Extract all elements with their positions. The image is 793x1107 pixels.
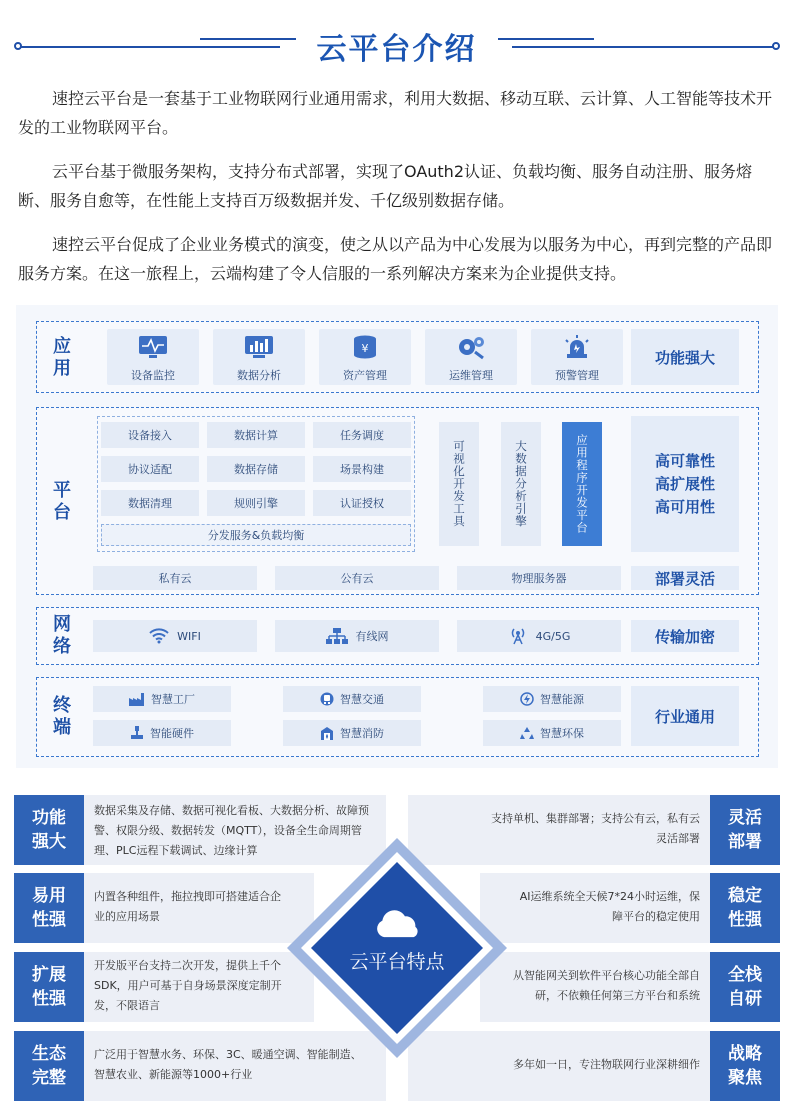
feature-tag-line: 性强 (728, 910, 762, 930)
feature-tag (710, 1031, 780, 1101)
platform-cell: 数据存储 (207, 456, 305, 482)
network-item-wifi (93, 620, 257, 652)
platform-deploy-side-label: 部署灵活 (631, 566, 739, 590)
terminal-item-label: 智能硬件 (150, 727, 194, 740)
fire-station-icon (320, 726, 334, 740)
terminal-item-smart-hardware (93, 720, 231, 746)
terminal-item-smart-factory (93, 686, 231, 712)
network-layer-name: 网络 (53, 614, 71, 657)
feature-text: 从智能网关到软件平台核心功能全部自研，不依赖任何第三方平台和系统 (513, 969, 700, 1002)
feature-tag-line: 自研 (728, 989, 762, 1009)
platform-layer-name: 平台 (53, 480, 71, 523)
feature-row-left (14, 873, 314, 943)
feature-tag (14, 1031, 84, 1101)
platform-side-line: 高扩展性 (654, 474, 715, 493)
feature-text: 数据采集及存储、数据可视化看板、大数据分析、故障预警、权限分级、数据转发（MQTT），设备全生命周期管理、PLC远程下载调试、边缘计算 (94, 804, 369, 857)
monitor-pulse-icon (137, 334, 169, 360)
terminal-layer (36, 677, 759, 757)
feature-text: 支持单机、集群部署；支持公有云，私有云灵活部署 (491, 812, 700, 845)
network-item-label: 有线网 (355, 630, 389, 643)
network-item-wired (275, 620, 439, 652)
wifi-icon (149, 628, 169, 644)
platform-cell: 数据计算 (207, 422, 305, 448)
platform-cell: 设备接入 (101, 422, 199, 448)
platform-side-line: 高可靠性 (654, 451, 715, 470)
architecture-diagram (16, 305, 778, 768)
feature-tag-line: 性强 (32, 989, 66, 1009)
feature-tag-line: 扩展 (32, 965, 66, 985)
platform-cell: 数据清理 (101, 490, 199, 516)
intro-paragraph-3: 速控云平台促成了企业业务模式的演变，使之从以产品为中心发展为以服务为中心，再到完整的产品即服务方案。在这一旅程上，云端构建了令人信服的一系列解决方案来为企业提供支持。 (18, 235, 773, 283)
feature-tag-line: 强大 (32, 832, 66, 852)
platform-cell: 场景构建 (313, 456, 411, 482)
app-tile-label: 运维管理 (449, 369, 493, 382)
app-tile-device-monitor[interactable] (107, 329, 199, 385)
bar-chart-icon (243, 334, 275, 360)
app-tile-label: 设备监控 (131, 369, 175, 382)
feature-tag-line: 生态 (32, 1044, 66, 1064)
application-layer-name: 应用 (53, 336, 71, 379)
energy-icon (520, 692, 534, 706)
feature-text: 广泛用于智慧水务、环保、3C、暖通空调、智能制造、智慧农业、新能源等1000+行业 (94, 1048, 362, 1081)
platform-cell: 任务调度 (313, 422, 411, 448)
terminal-item-smart-traffic (283, 686, 421, 712)
app-tile-label: 资产管理 (343, 369, 387, 382)
terminal-item-label: 智慧消防 (340, 727, 384, 740)
feature-text: 开发版平台支持二次开发，提供上千个SDK，用户可基于自身场景深度定制开发，不限语言 (94, 959, 282, 1012)
app-tile-data-analysis[interactable] (213, 329, 305, 385)
terminal-item-label: 智慧能源 (540, 693, 584, 706)
platform-layer (36, 407, 759, 595)
terminal-item-smart-energy (483, 686, 621, 712)
feature-tag-line: 性强 (32, 910, 66, 930)
deploy-private-cloud: 私有云 (93, 566, 257, 590)
feature-row-right (480, 873, 780, 943)
network-item-label: WIFI (177, 629, 201, 643)
feature-tag-line: 灵活 (728, 808, 762, 828)
feature-tag (710, 795, 780, 865)
platform-column-visual-dev: 可视化开发工具 (439, 422, 479, 546)
traffic-icon (320, 692, 334, 706)
platform-side-line: 高可用性 (654, 497, 715, 516)
terminal-layer-name: 终端 (53, 695, 71, 738)
feature-text: AI运维系统全天候7*24小时运维，保障平台的稳定使用 (519, 890, 700, 923)
platform-cell: 规则引擎 (207, 490, 305, 516)
feature-tag (14, 873, 84, 943)
app-tile-label: 预警管理 (555, 369, 599, 382)
alarm-light-icon (561, 334, 593, 360)
terminal-item-smart-environment (483, 720, 621, 746)
feature-text: 多年如一日，专注物联网行业深耕细作 (513, 1058, 700, 1071)
app-tile-asset-management[interactable] (319, 329, 411, 385)
wired-network-icon (326, 627, 348, 645)
feature-row-right (480, 952, 780, 1022)
feature-tag (14, 952, 84, 1022)
platform-column-bigdata-engine: 大数据分析引擎 (501, 422, 541, 546)
center-title: 云平台特点 (349, 951, 445, 973)
intro-paragraph-2: 云平台基于微服务架构，支持分布式部署，实现了OAuth2认证、负载均衡、服务自动注册、服务熔断、服务自愈等，在性能上支持百万级数据并发、千亿级别数据存储。 (18, 162, 752, 210)
network-item-label: 4G/5G (535, 629, 571, 643)
terminal-item-label: 智慧工厂 (151, 693, 195, 706)
feature-tag-line: 易用 (32, 886, 66, 906)
platform-side-box (631, 416, 739, 552)
app-tile-alarm-management[interactable] (531, 329, 623, 385)
terminal-item-label: 智慧交通 (340, 693, 384, 706)
feature-tag (710, 873, 780, 943)
page-title: 云平台介绍 (316, 32, 477, 67)
platform-cell: 认证授权 (313, 490, 411, 516)
terminal-item-label: 智慧环保 (540, 727, 584, 740)
antenna-icon (508, 627, 528, 645)
terminal-item-smart-fire (283, 720, 421, 746)
network-layer (36, 607, 759, 665)
svg-text:¥: ¥ (361, 342, 369, 355)
application-layer (36, 321, 759, 393)
feature-tag-line: 功能 (32, 808, 66, 828)
feature-tag (710, 952, 780, 1022)
application-side-label: 功能强大 (631, 329, 739, 385)
network-item-4g5g (457, 620, 621, 652)
feature-tag-line: 部署 (728, 832, 762, 852)
feature-text: 内置各种组件，拖拉拽即可搭建适合企业的应用场景 (94, 890, 281, 923)
deploy-physical-server: 物理服务器 (457, 566, 621, 590)
feature-tag-line: 全栈 (728, 965, 762, 985)
factory-icon (129, 692, 145, 706)
network-side-label: 传输加密 (631, 620, 739, 652)
feature-tag-line: 完整 (32, 1068, 66, 1088)
feature-tag-line: 战略 (728, 1044, 762, 1064)
intro-paragraph-1: 速控云平台是一套基于工业物联网行业通用需求，利用大数据、移动互联、云计算、人工智能等技术开发的工业物联网平台。 (18, 89, 773, 137)
platform-column-app-dev: 应用程序开发平台 (562, 422, 602, 546)
hardware-icon (130, 726, 144, 740)
recycle-icon (520, 726, 534, 740)
terminal-side-label: 行业通用 (631, 686, 739, 746)
deploy-public-cloud: 公有云 (275, 566, 439, 590)
feature-tag-line: 稳定 (728, 886, 762, 906)
platform-distribution-bar: 分发服务&负载均衡 (101, 524, 411, 546)
database-coin-icon (349, 334, 381, 360)
platform-cell: 协议适配 (101, 456, 199, 482)
app-tile-ops-management[interactable] (425, 329, 517, 385)
app-tile-label: 数据分析 (237, 369, 281, 382)
feature-row-left (14, 952, 314, 1022)
cloud-icon (372, 907, 424, 943)
features-section (14, 795, 780, 1100)
feature-tag (14, 795, 84, 865)
feature-tag-line: 聚焦 (728, 1068, 762, 1088)
gears-icon (455, 334, 487, 360)
